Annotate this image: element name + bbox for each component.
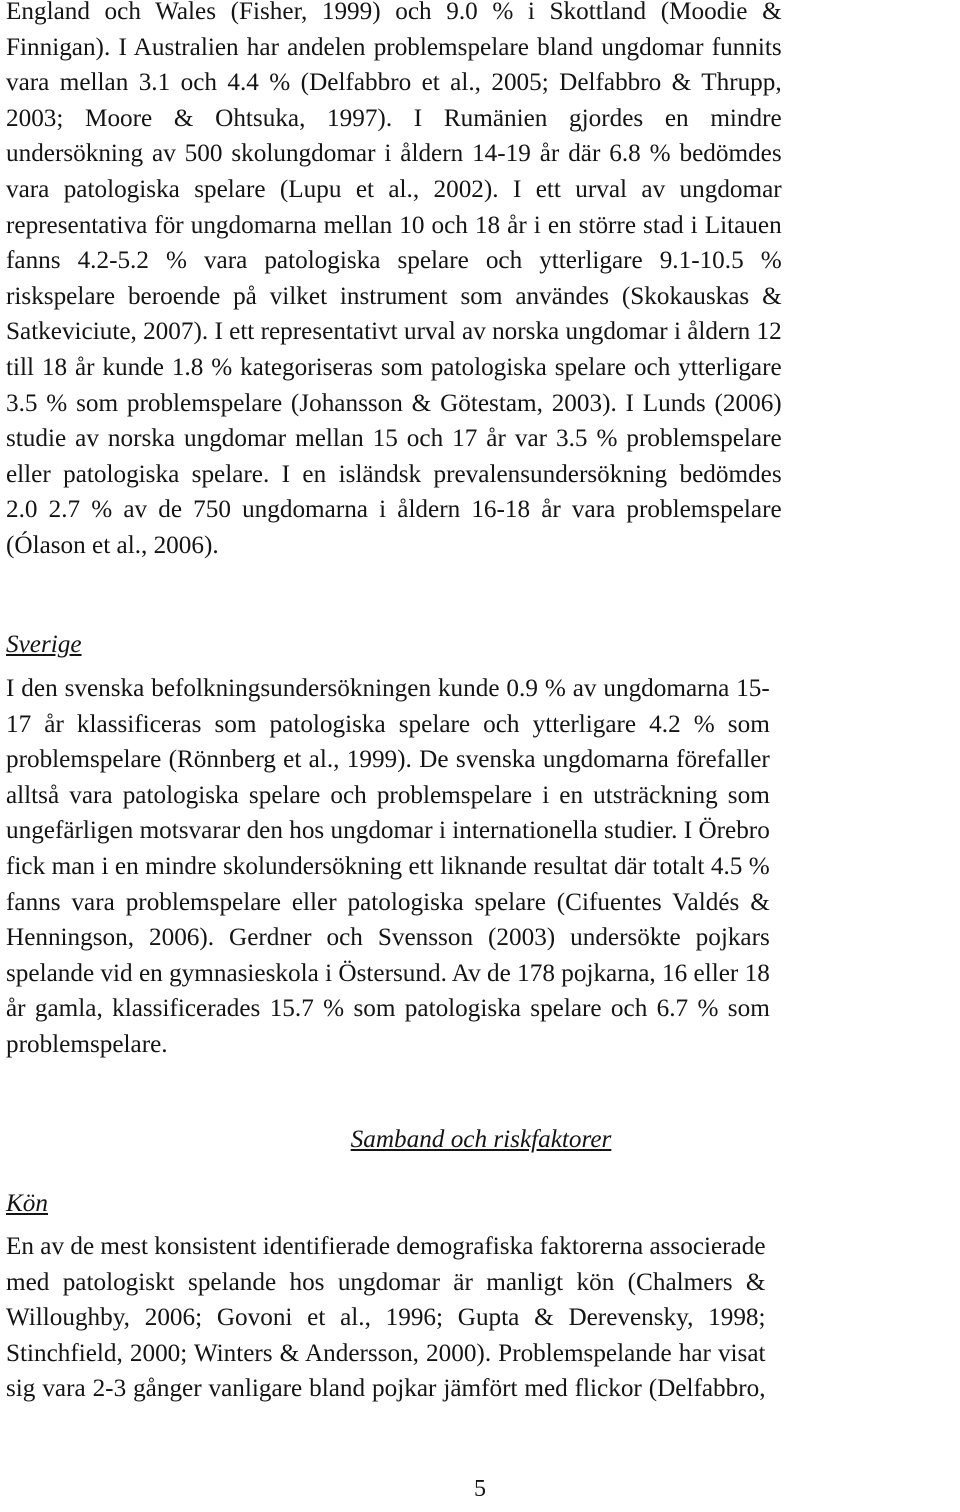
text-line: fanns 4.2-5.2 % vara patologiska spelare och ytterligare 9.1-10.5 % xyxy=(6,247,782,275)
text-line: alltså vara patologiska spelare och problemspelare i en utsträckning som xyxy=(6,781,770,809)
text-line: ungefärligen motsvarar den hos ungdomar i internationella studier. I Örebro xyxy=(6,817,770,845)
text-line: England och Wales (Fisher, 1999) och 9.0 % i Skottland (Moodie & xyxy=(6,0,782,25)
text-line: En av de mest konsistent identifierade demografiska faktorerna associerade xyxy=(6,1233,766,1260)
chapter-heading-samband: Samband och riskfaktorer xyxy=(350,1126,612,1153)
text-line: vara patologiska spelare (Lupu et al., 2002). I ett urval av ungdomar xyxy=(6,175,782,203)
text-line: I den svenska befolkningsundersökningen kunde 0.9 % av ungdomarna 15- xyxy=(6,675,770,702)
text-line: 2.0 2.7 % av de 750 ungdomarna i åldern 16-18 år vara problemspelare xyxy=(6,496,782,524)
page-number: 5 xyxy=(474,1476,486,1502)
paragraph-gender xyxy=(6,1229,766,1407)
text-line: 3.5 % som problemspelare (Johansson & Götestam, 2003). I Lunds (2006) xyxy=(6,389,782,417)
text-line: problemspelare. xyxy=(6,1030,168,1058)
text-line: sig vara 2-3 gånger vanligare bland pojkar jämfört med flickor (Delfabbro, xyxy=(6,1375,766,1403)
text-line: till 18 år kunde 1.8 % kategoriseras som patologiska spelare och ytterligare xyxy=(6,353,782,381)
text-line: Stinchfield, 2000; Winters & Andersson, 2000). Problemspelande har visat xyxy=(6,1339,766,1367)
section-heading-kon: Kön xyxy=(6,1190,48,1217)
section-heading-sverige: Sverige xyxy=(6,631,82,658)
text-line: Finnigan). I Australien har andelen problemspelare bland ungdomar funnits xyxy=(6,33,782,61)
text-line: fick man i en mindre skolundersökning ett liknande resultat där totalt 4.5 % xyxy=(6,852,770,880)
text-line: vara mellan 3.1 och 4.4 % (Delfabbro et al., 2005; Delfabbro & Thrupp, xyxy=(6,69,782,97)
text-line: riskspelare beroende på vilket instrument som användes (Skokauskas & xyxy=(6,282,782,310)
text-line: år gamla, klassificerades 15.7 % som patologiska spelare och 6.7 % som xyxy=(6,995,770,1023)
text-line: spelande vid en gymnasieskola i Östersund. Av de 178 pojkarna, 16 eller 18 xyxy=(6,959,770,987)
text-line: Satkeviciute, 2007). I ett representativt urval av norska ungdomar i åldern 12 xyxy=(6,318,782,346)
text-line: representativa för ungdomarna mellan 10 och 18 år i en större stad i Litauen xyxy=(6,211,782,239)
text-line: med patologiskt spelande hos ungdomar är manligt kön (Chalmers & xyxy=(6,1268,766,1296)
text-line: 17 år klassificeras som patologiska spelare och ytterligare 4.2 % som xyxy=(6,710,770,738)
paragraph-prevalence-sweden xyxy=(6,671,770,1063)
text-line: Willoughby, 2006; Govoni et al., 1996; Gupta & Derevensky, 1998; xyxy=(6,1304,766,1332)
text-line: problemspelare (Rönnberg et al., 1999). De svenska ungdomarna förefaller xyxy=(6,746,770,774)
text-line: (Ólason et al., 2006). xyxy=(6,531,219,559)
text-line: fanns vara problemspelare eller patologiska spelare (Cifuentes Valdés & xyxy=(6,888,770,916)
text-line: 2003; Moore & Ohtsuka, 1997). I Rumänien gjordes en mindre xyxy=(6,104,782,132)
paragraph-prevalence-international xyxy=(6,0,782,564)
text-line: eller patologiska spelare. I en isländsk prevalensundersökning bedömdes xyxy=(6,460,782,488)
text-line: Henningson, 2006). Gerdner och Svensson (2003) undersökte pojkars xyxy=(6,924,770,952)
text-line: undersökning av 500 skolungdomar i åldern 14-19 år där 6.8 % bedömdes xyxy=(6,140,782,168)
text-line: studie av norska ungdomar mellan 15 och 17 år var 3.5 % problemspelare xyxy=(6,425,782,453)
